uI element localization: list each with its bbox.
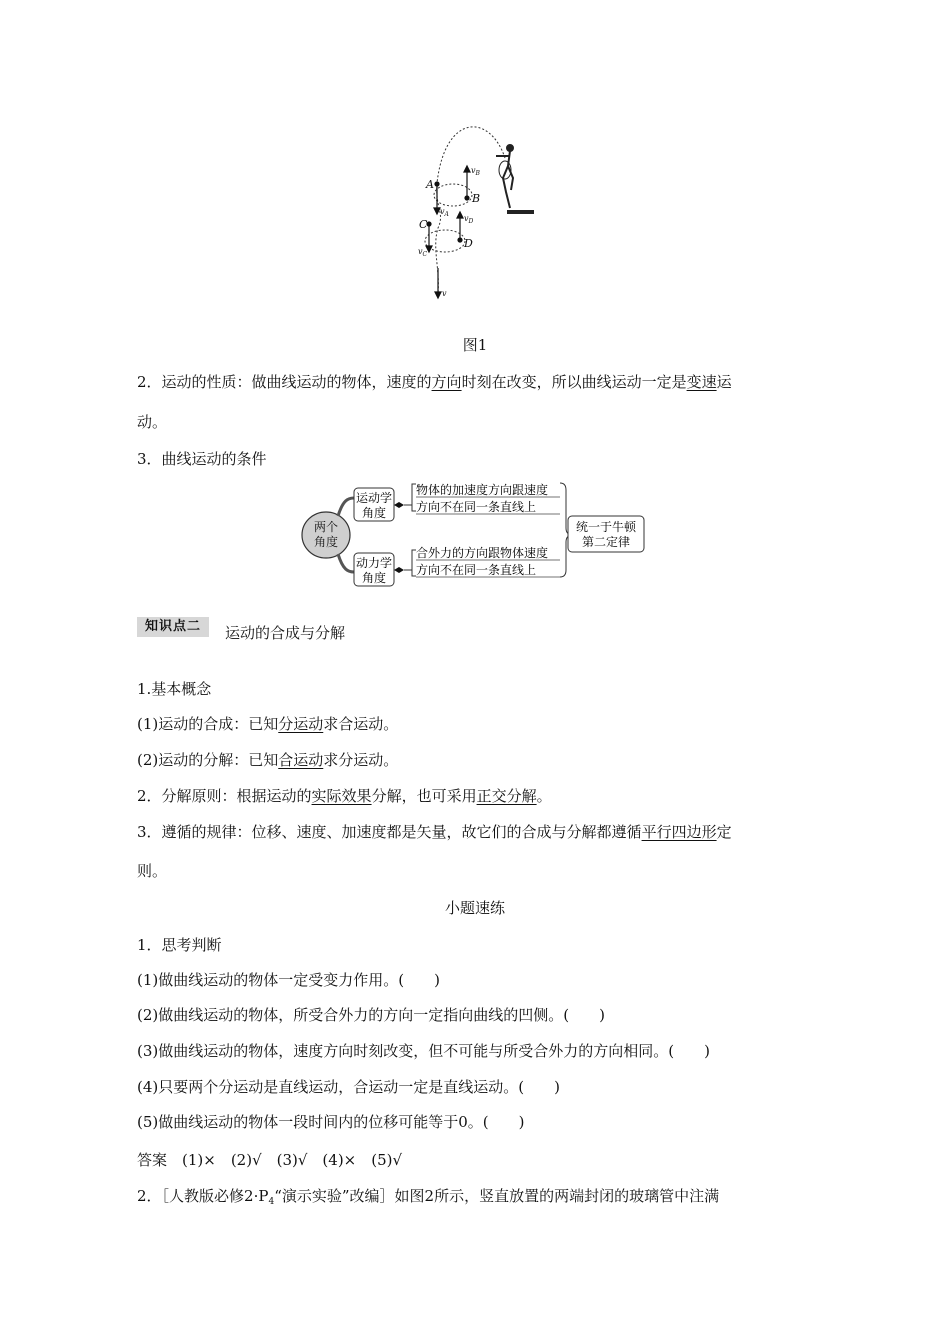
paragraph-2: 2．运动的性质：做曲线运动的物体，速度的方向时刻在改变，所以曲线运动一定是变速运 xyxy=(137,373,732,391)
figure-1-caption: 图1 xyxy=(462,336,488,354)
section-badge: 知识点二 xyxy=(137,617,209,637)
svg-text:vB: $v_B$ xyxy=(471,166,480,177)
label-A: A xyxy=(426,178,434,191)
svg-text:合外力的方向跟物体速度方向不在同一条直线上: 合外力的方向跟物体速度方向不在同一条直线上 xyxy=(416,546,549,577)
trajectory-curve xyxy=(436,127,505,293)
svg-text:vC: $v_C$ xyxy=(418,247,428,258)
section-title: 运动的合成与分解 xyxy=(225,624,346,642)
label-C: C xyxy=(419,218,428,231)
concept-1: (1)运动的合成：已知分运动求合运动。 xyxy=(137,715,399,733)
svg-text:物体的加速度方向跟速度方向不在同一条直线上: 物体的加速度方向跟速度方向不在同一条直线上 xyxy=(416,483,549,514)
diving-board xyxy=(507,210,534,214)
diver-icon xyxy=(496,145,513,208)
label-B: B xyxy=(472,192,481,205)
answer-line: 答案 (1)× (2)√ (3)√ (4)× (5)√ xyxy=(137,1151,403,1169)
decomposition-principle: 2．分解原则：根据运动的实际效果分解，也可采用正交分解。 xyxy=(137,787,552,805)
figure-1-diver xyxy=(410,118,550,303)
svg-text:统一于牛顿第二定律: 统一于牛顿第二定律 xyxy=(575,520,637,549)
svg-text:vD: $v_D$ xyxy=(464,214,474,225)
svg-text:vA: $v_A$ xyxy=(440,207,449,218)
concepts-heading: 1.基本概念 xyxy=(137,680,212,698)
label-v: v xyxy=(442,289,447,298)
svg-text:动力学角度: 动力学角度 xyxy=(355,556,393,585)
rule-paragraph-cont: 则。 xyxy=(137,862,168,880)
judgement-item: (4)只要两个分运动是直线运动，合运动一定是直线运动。( ) xyxy=(137,1078,560,1096)
judgement-heading: 1．思考判断 xyxy=(137,936,222,954)
practice-title: 小题速练 xyxy=(444,899,505,917)
label-D: D xyxy=(464,237,473,250)
condition-diagram xyxy=(298,478,650,588)
svg-text:运动学角度: 运动学角度 xyxy=(355,491,393,520)
paragraph-2-cont: 动。 xyxy=(137,413,168,431)
judgement-item: (2)做曲线运动的物体，所受合外力的方向一定指向曲线的凹侧。( ) xyxy=(137,1006,605,1024)
concept-2: (2)运动的分解：已知合运动求分运动。 xyxy=(137,751,399,769)
judgement-item: (5)做曲线运动的物体一段时间内的位移可能等于0。( ) xyxy=(137,1113,525,1131)
judgement-item: (1)做曲线运动的物体一定受变力作用。( ) xyxy=(137,971,440,989)
question-2: 2．［人教版必修$2\cdot P_4“$演示实验”改编］如图2所示，竖直放置的两端封闭的玻璃管中注满 xyxy=(137,1187,720,1207)
rule-paragraph: 3．遵循的规律：位移、速度、加速度都是矢量，故它们的合成与分解都遵循平行四边形定 xyxy=(137,823,732,841)
svg-text:两个角度: 两个角度 xyxy=(313,520,339,549)
paragraph-3: 3．曲线运动的条件 xyxy=(137,450,267,468)
judgement-item: (3)做曲线运动的物体，速度方向时刻改变，但不可能与所受合外力的方向相同。( ) xyxy=(137,1042,710,1060)
loop-ab xyxy=(434,184,472,206)
